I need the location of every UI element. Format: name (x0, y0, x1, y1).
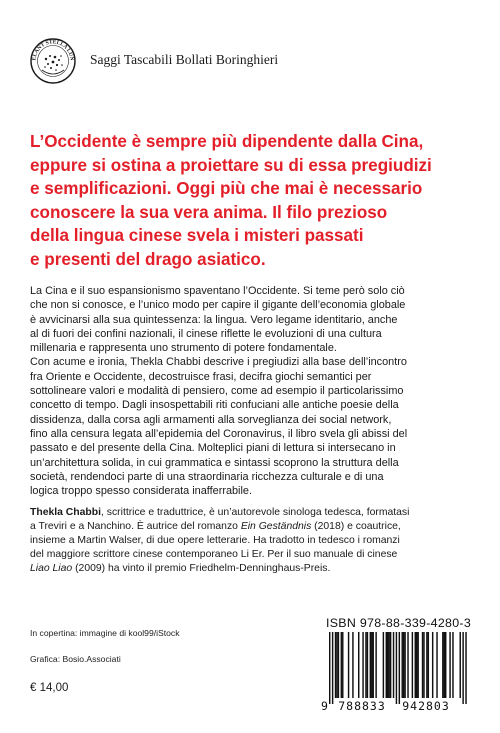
barcode-bar (352, 632, 353, 698)
headline-line: L’Occidente è sempre più dipendente dalla Cina, (30, 132, 424, 151)
barcode-bar (449, 632, 450, 698)
cover-credit: In copertina: immagine di kool99/iStock (30, 628, 180, 638)
barcode-bar (422, 632, 423, 698)
barcode-bar (412, 632, 413, 698)
barcode-bar (399, 632, 400, 704)
barcode-bar (342, 632, 343, 698)
blurb-line: dissidenza, dalla corsa agli armamenti alla sorveglianza dei social network, (30, 413, 392, 426)
barcode-bar (365, 632, 366, 698)
book-title: Liao Liao (30, 563, 73, 575)
barcode-bar (390, 632, 391, 698)
blurb-line: Con acume e ironia, Thekla Chabbi descrive i pregiudizi alla base dell’incontro (30, 356, 407, 369)
barcode-bar (407, 632, 408, 698)
barcode-bar (367, 632, 368, 698)
barcode-bars (329, 632, 467, 704)
barcode-digits-right: 942803 (402, 699, 450, 712)
seal-logo-icon (30, 38, 76, 84)
barcode-bar (371, 632, 372, 698)
barcode-bar (442, 632, 443, 698)
barcode-bar (393, 632, 394, 698)
barcode-bar (416, 632, 417, 698)
blurb-line: logica troppo spesso considerata inafferrabile. (30, 485, 252, 498)
headline-line: e presenti del drago asiatico. (30, 249, 266, 269)
blurb-line: è avvicinarsi alla sua quintessenza: la lingua. Vero legame identitario, anche (30, 313, 398, 326)
blurb-line: che non si conosce, e l’unico modo per capire il gigante dell’economia globale (30, 299, 406, 312)
barcode-bar (370, 632, 371, 698)
headline-line: della lingua cinese svela i misteri passati (30, 226, 364, 246)
barcode-bar (462, 632, 463, 704)
barcode-bar (396, 632, 397, 704)
blurb-line: fino alla censura legata all’epidemia del Coronavirus, il libro svela gli abissi del (30, 427, 408, 440)
barcode-bar (348, 632, 349, 698)
blurb-line: fra Oriente e Occidente, decostruisce frasi, decifra giochi semantici per (30, 370, 372, 383)
bio-line: insieme a Martin Walser, di due opere letterarie. Ha tradotto in tedesco i romanzi (30, 535, 400, 547)
barcode-bar (403, 632, 404, 698)
barcode-bar (465, 632, 466, 704)
bio-line: a Treviri e a Nanchino. È autrice del romanzo Ein Geständnis (2018) e coautrice, (30, 521, 401, 533)
bio-line: del maggiore scrittore cinese contemporaneo Li Er. Per il suo manuale di cinese (30, 549, 398, 561)
barcode-bar (386, 632, 387, 698)
headline (30, 130, 480, 272)
barcode-bar (415, 632, 416, 698)
barcode-bar (358, 632, 359, 698)
isbn-label: ISBN 978-88-339-4280-3 (326, 616, 472, 630)
barcode-bar (445, 632, 446, 698)
logo-text: ELANT STELLA LUN (31, 39, 75, 61)
series-title: Saggi Tascabili Bollati Boringhieri (90, 52, 279, 67)
barcode-bar (336, 632, 337, 698)
author-bio (30, 506, 480, 576)
blurb-line: al di fuori dei confini nazionali, il cinese riflette le evoluzioni di una cultura (30, 327, 382, 340)
barcode (318, 632, 470, 712)
barcode-bar (373, 632, 374, 698)
barcode-bar (387, 632, 388, 698)
barcode-bar (417, 632, 418, 698)
barcode-bar (452, 632, 453, 698)
barcode-bar (341, 632, 342, 698)
barcode-bar (383, 632, 384, 698)
barcode-digit-first: 9 (321, 699, 328, 712)
barcode-bar (335, 632, 336, 698)
barcode-bar (404, 632, 405, 698)
book-title: Ein Geständnis (240, 521, 312, 533)
barcode-digits-left: 788833 (338, 699, 386, 712)
bio-line: Thekla Chabbi, scrittrice e traduttrice, è un’autorevole sinologa tedesca, formatasi (30, 507, 410, 518)
headline-line: eppure si ostina a proiettare su di essa pregiudizi (30, 155, 432, 175)
blurb-line: millenaria e rappresenta uno strumento di potere fondamentale. (30, 342, 337, 355)
blurb-line: società, rendendoci parte di una straordinaria ricchezza culturale e di una (30, 470, 384, 483)
headline-line: conoscere la sua vera anima. Il filo prezioso (30, 202, 388, 222)
barcode-bar (375, 632, 376, 698)
barcode-bar (436, 632, 437, 698)
price: € 14,00 (30, 682, 69, 694)
barcode-bar (444, 632, 445, 698)
blurb-line: La Cina e il suo espansionismo spaventano l’Occidente. Si teme però solo ciò (30, 285, 405, 297)
bio-line: Liao Liao (2009) ha vinto il premio Friedhelm-Denninghaus-Preis. (30, 563, 331, 575)
headline-line: e semplificazioni. Oggi più che mai è necessario (30, 179, 423, 199)
blurb-line: un’architettura solida, in cui grammatica e sintassi scoprono la struttura della (30, 456, 399, 469)
author-name: Thekla Chabbi (30, 507, 102, 518)
barcode-bar (460, 632, 461, 698)
barcode-bar (329, 632, 330, 704)
barcode-bar (338, 632, 339, 698)
barcode-bar (432, 632, 433, 698)
barcode-bar (332, 632, 333, 704)
blurb-line: passato e del presente della Cina. Molteplici piani di lettura si intersecano in (30, 442, 396, 455)
barcode-bar (362, 632, 363, 698)
barcode-bar (388, 632, 389, 698)
barcode-bar (423, 632, 424, 698)
barcode-bar (428, 632, 429, 698)
barcode-bar (426, 632, 427, 698)
blurb-text (30, 284, 480, 498)
blurb-line: sottolineare valori e modalità di pensiero, come ad esempio il particolarissimo (30, 385, 404, 398)
barcode-bar (402, 632, 403, 698)
blurb-line: concetto di tempo. Dagli insospettabili riti confuciani alle antiche poesie della (30, 399, 399, 412)
design-credit: Grafica: Bosio.Associati (30, 654, 121, 664)
